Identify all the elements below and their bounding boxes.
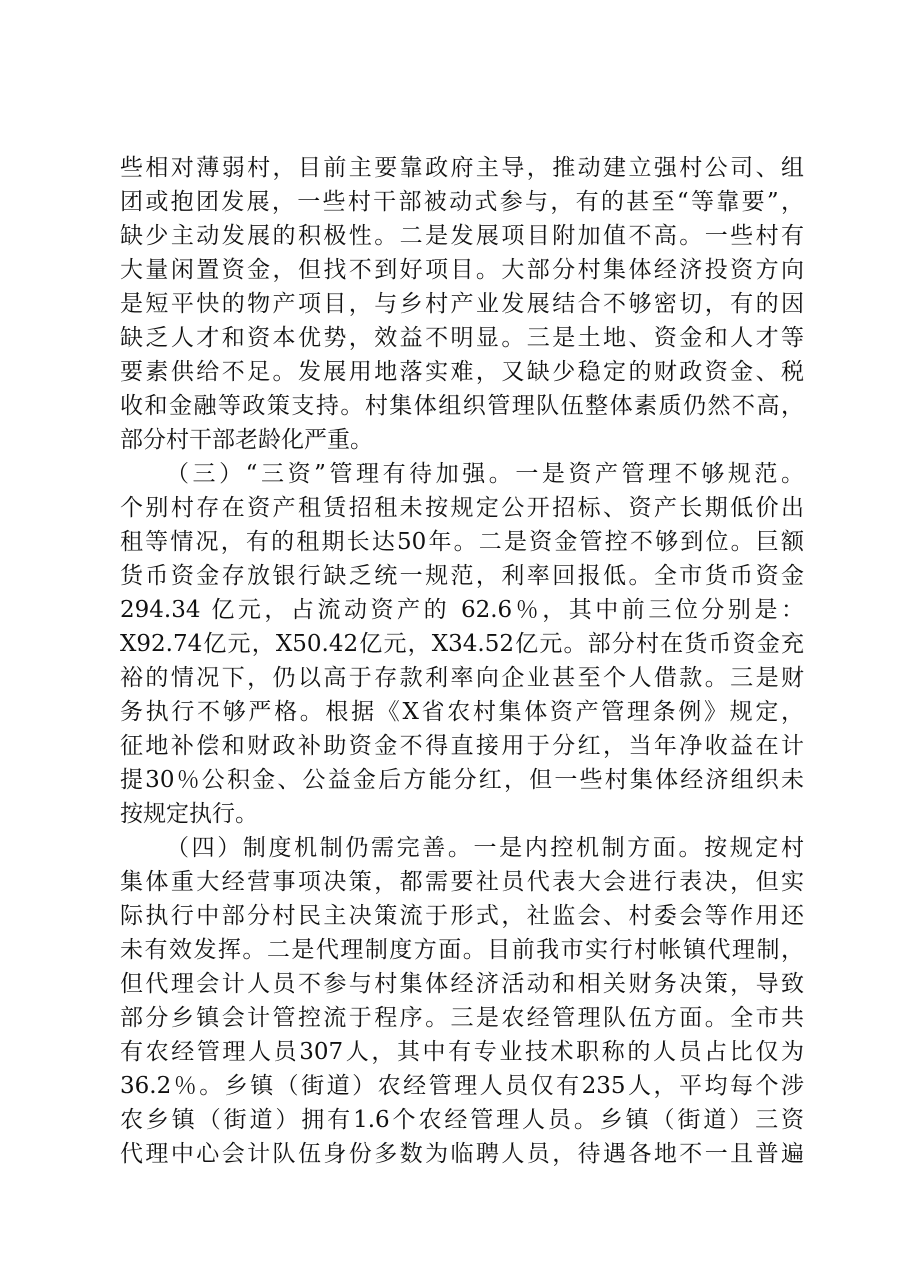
text-line: 大量闲置资金，但找不到好项目。大部分村集体经济投资方向 bbox=[120, 257, 804, 283]
text-line: 代理中心会计队伍身份多数为临聘人员，待遇各地不一且普遍 bbox=[120, 1141, 804, 1167]
text-line: 36.2％。乡镇（街道）农经管理人员仅有235人，平均每个涉 bbox=[120, 1073, 804, 1099]
text-line: 但代理会计人员不参与村集体经济活动和相关财务决策，导致 bbox=[120, 971, 804, 997]
text-line: 租等情况，有的租期长达50年。二是资金管控不够到位。巨额 bbox=[120, 529, 804, 555]
text-line: 集体重大经营事项决策，都需要社员代表大会进行表决，但实 bbox=[120, 869, 804, 895]
text-line: 收和金融等政策支持。村集体组织管理队伍整体素质仍然不高， bbox=[120, 393, 804, 419]
text-line: 缺乏人才和资本优势，效益不明显。三是土地、资金和人才等 bbox=[120, 325, 804, 351]
text-line: 际执行中部分村民主决策流于形式，社监会、村委会等作用还 bbox=[120, 903, 804, 929]
text-line: 有农经管理人员307人，其中有专业技术职称的人员占比仅为 bbox=[120, 1039, 804, 1065]
text-line: 团或抱团发展，一些村干部被动式参与，有的甚至“等靠要”， bbox=[120, 189, 804, 215]
text-line: 部分村干部老龄化严重。 bbox=[120, 427, 373, 453]
text-line: 按规定执行。 bbox=[120, 801, 258, 827]
text-line: 征地补偿和财政补助资金不得直接用于分红，当年净收益在计 bbox=[120, 733, 804, 759]
text-line: X92.74亿元，X50.42亿元，X34.52亿元。部分村在货币资金充 bbox=[120, 631, 804, 657]
text-line: 要素供给不足。发展用地落实难，又缺少稳定的财政资金、税 bbox=[120, 359, 804, 385]
text-line: 务执行不够严格。根据《X省农村集体资产管理条例》规定， bbox=[120, 699, 804, 725]
text-line: 部分乡镇会计管控流于程序。三是农经管理队伍方面。全市共 bbox=[120, 1005, 804, 1031]
text-line: 些相对薄弱村，目前主要靠政府主导，推动建立强村公司、组 bbox=[120, 155, 804, 181]
text-line: 提30％公积金、公益金后方能分红，但一些村集体经济组织未 bbox=[120, 767, 804, 793]
section-heading-line: （三）“三资”管理有待加强。一是资产管理不够规范。 bbox=[166, 461, 804, 487]
section-heading-line: （四）制度机制仍需完善。一是内控机制方面。按规定村 bbox=[166, 835, 804, 861]
text-line: 294.34 亿元，占流动资产的 62.6％，其中前三位分别是： bbox=[120, 597, 804, 623]
text-line: 裕的情况下，仍以高于存款利率向企业甚至个人借款。三是财 bbox=[120, 665, 804, 691]
text-line: 缺少主动发展的积极性。二是发展项目附加值不高。一些村有 bbox=[120, 223, 804, 249]
text-line: 未有效发挥。二是代理制度方面。目前我市实行村帐镇代理制， bbox=[120, 937, 804, 963]
text-line: 是短平快的物产项目，与乡村产业发展结合不够密切，有的因 bbox=[120, 291, 804, 317]
text-line: 货币资金存放银行缺乏统一规范，利率回报低。全市货币资金 bbox=[120, 563, 804, 589]
text-line: 农乡镇（街道）拥有1.6个农经管理人员。乡镇（街道）三资 bbox=[120, 1107, 804, 1133]
text-line: 个别村存在资产租赁招租未按规定公开招标、资产长期低价出 bbox=[120, 495, 804, 521]
